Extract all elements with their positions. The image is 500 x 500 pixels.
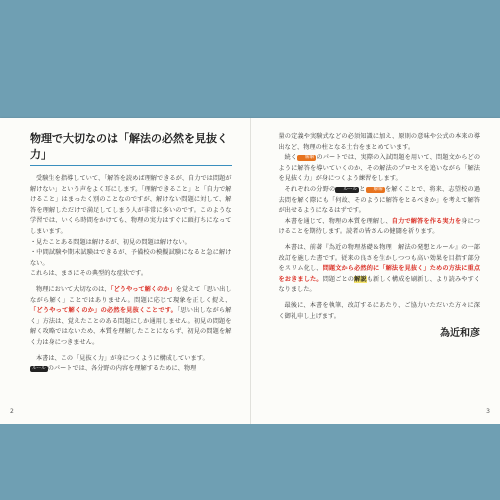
paragraph-revision <box>279 243 481 296</box>
highlighted-text: 解説 <box>354 275 367 283</box>
text-segment: を解くことで、将来、志望校の過去問を解く際にも「何故、そのように解答をとるべきか」を考えて解答が出せるようになるはずです。 <box>278 185 481 215</box>
paragraph-thanks: 最後に、本書を執筆、改訂するにあたり、ご協力いただいた方々に深く御礼申し上げます。 <box>278 301 480 320</box>
text-segment: 身につけることを期待します。読者の皆さんの健闘を祈ります。 <box>278 217 480 236</box>
paragraph-practice <box>279 153 481 185</box>
book-spread <box>0 118 500 424</box>
text-segment: も新しく構成を刷新し、より読みやすくなりました。 <box>278 275 481 294</box>
text-segment: と <box>359 185 366 193</box>
paragraph-key-point <box>30 285 232 349</box>
paragraph-expectation <box>279 217 481 238</box>
paragraph-structure: 本書は、この「見抜く力」が身につくように構成しています。 <box>36 354 209 362</box>
rule-tag: ルール <box>32 366 46 372</box>
symptom-list <box>30 238 232 270</box>
text-segment: 本書を通じて、物理の本質を理解し、 <box>284 217 392 225</box>
text-segment: それぞれの分野の <box>284 185 336 193</box>
paragraph-intro: 受験生を指導していて、「解答を読めば理解できるが、自力では問題が解けない」という声をよく耳にします。「理解できること」と「自力で解けること」はまったく別のことなのですが、解けない問題に対して、解答を理解しただけで満足してしまう人が非常に多いのです。このような学習では、いくら時間をかけても、物理の実力はすぐに頭打ちになってしまいます。 <box>30 175 232 235</box>
left-page-content <box>30 130 232 375</box>
text-segment: 「思い出しながら解く」方法は、覚えたことのある問題にしか通用しません。初見の問題を解く攻略ではないため、本質を理解したことにならず、初見の問題を解く力は身につきません。 <box>30 307 232 346</box>
text-segment: 問題ごとの <box>322 275 355 283</box>
emphasis-text: 「どうやって解くのか」の必然を見抜くことです。 <box>30 307 178 315</box>
list-item: ・見たことある問題は解けるが、初見の問題は解けない。 <box>30 238 191 246</box>
page-title: 物理で大切なのは「解法の必然を見抜く力」 <box>30 130 232 166</box>
emphasis-text: 「どうやって解くのか」 <box>110 285 176 293</box>
emphasis-text: 自力で解答を作る実力を <box>391 217 462 225</box>
rule-tag: ルール <box>335 187 359 193</box>
solution-tag: 解解 <box>297 155 316 161</box>
text-segment: のパートでは、実際の入試問題を用いて、問題文からどのように解答を導いていくのか、その解法のプロセスを追いながら「解法を見抜く力」が身につくよう練習をします。 <box>278 154 481 183</box>
right-page <box>251 118 500 424</box>
text-segment: 物理において大切なのは、 <box>36 285 111 293</box>
list-item: ・中間試験や期末試験はできるが、予備校の模擬試験になると急に解けない。 <box>30 249 232 267</box>
background-bottom <box>0 424 500 500</box>
background-top <box>0 0 500 118</box>
paragraph-symptom: これらは、まさにその典型的な症状です。 <box>30 270 148 278</box>
paragraph-continuation: 量の定義や実験式などの必須知識に加え、原則の意味や公式の本来の導出など、物理の柱となる土台をまとめています。 <box>278 133 480 151</box>
solution-tag: 解解 <box>366 187 385 193</box>
text-segment: 本書は、前著『為近の物理基礎＆物理 解法の発想とルール』の一部改訂を施した書です。従来の良さを生かしつつも高い効果を目指す部分をスリム化し、 <box>278 243 480 273</box>
text-segment: のパートでは、各分野の内容を理解するために、物理 <box>47 365 197 373</box>
left-page <box>0 118 251 424</box>
paragraph-future <box>279 185 481 217</box>
author-signature: 為近和彦 <box>440 328 480 340</box>
page-number: 2 <box>10 408 14 415</box>
text-segment: 続く <box>284 154 298 162</box>
paragraph-rule-part <box>30 364 232 375</box>
right-page-content <box>279 132 481 339</box>
page-number: 3 <box>486 408 490 415</box>
text-segment: を覚えて「思い出しながら解く」ことではありません。問題に応じて現象を正しく捉え、 <box>30 285 232 304</box>
emphasis-text: 問題文から必然的に「解法を見抜く」ための方法に重点をおきました。 <box>278 265 481 283</box>
